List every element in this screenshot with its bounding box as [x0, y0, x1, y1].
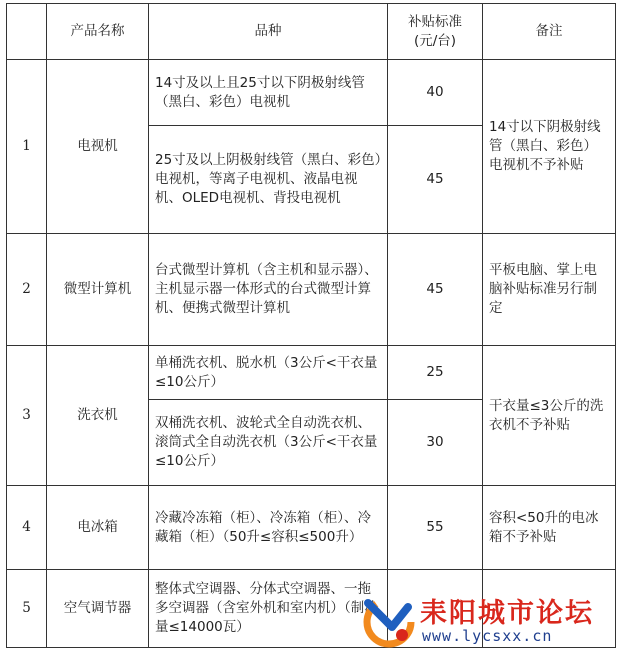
note-cell: 容积<50升的电冰箱不予补贴 — [483, 486, 616, 570]
variety-cell: 单桶洗衣机、脱水机（3公斤<干衣量≤10公斤） — [149, 346, 388, 400]
product-name: 微型计算机 — [47, 234, 149, 346]
variety-cell: 冷藏冷冻箱（柜）、冷冻箱（柜）、冷藏箱（柜）（50升≤容积≤500升） — [149, 486, 388, 570]
product-name: 电视机 — [47, 60, 149, 234]
header-standard-line2: (元/台) — [413, 32, 457, 49]
row-number: 1 — [7, 60, 47, 234]
subsidy-value: 30 — [388, 400, 483, 486]
header-variety: 品种 — [149, 4, 388, 60]
variety-cell: 整体式空调器、分体式空调器、一拖多空调器（含室外机和室内机）（制冷量≤14000瓦） — [149, 570, 388, 648]
product-name: 空气调节器 — [47, 570, 149, 648]
subsidy-standard-table — [6, 3, 616, 648]
note-cell: 14寸以下阴极射线管（黑白、彩色）电视机不予补贴 — [483, 60, 616, 234]
table-header-row — [7, 4, 616, 60]
product-name: 洗衣机 — [47, 346, 149, 486]
variety-cell: 25寸及以上阴极射线管（黑白、彩色）电视机，等离子电视机、液晶电视机、OLED电视机、背投电视机 — [149, 126, 388, 234]
header-subsidy-standard — [388, 4, 483, 60]
table-row — [7, 346, 616, 400]
watermark-url: www.lycsxx.cn — [422, 627, 553, 645]
table-row — [7, 60, 616, 126]
row-number: 4 — [7, 486, 47, 570]
table-row — [7, 234, 616, 346]
variety-cell: 双桶洗衣机、波轮式全自动洗衣机、滚筒式全自动洗衣机（3公斤<干衣量≤10公斤） — [149, 400, 388, 486]
row-number: 3 — [7, 346, 47, 486]
subsidy-value: 40 — [388, 60, 483, 126]
header-number — [7, 4, 47, 60]
row-number: 2 — [7, 234, 47, 346]
header-note: 备注 — [483, 4, 616, 60]
variety-cell: 14寸及以上且25寸以下阴极射线管（黑白、彩色）电视机 — [149, 60, 388, 126]
watermark-title: 耒阳城市论坛 — [420, 598, 594, 629]
note-cell: 干衣量≤3公斤的洗衣机不予补贴 — [483, 346, 616, 486]
forum-logo-icon — [358, 589, 420, 651]
subsidy-value: 45 — [388, 234, 483, 346]
forum-watermark — [358, 587, 608, 653]
variety-cell: 台式微型计算机（含主机和显示器）、主机显示器一体形式的台式微型计算机、便携式微型计算机 — [149, 234, 388, 346]
subsidy-value: 45 — [388, 126, 483, 234]
table-row — [7, 486, 616, 570]
note-cell: 平板电脑、掌上电脑补贴标准另行制定 — [483, 234, 616, 346]
header-product-name: 产品名称 — [47, 4, 149, 60]
header-standard-line1: 补贴标准 — [408, 13, 462, 30]
product-name: 电冰箱 — [47, 486, 149, 570]
subsidy-value: 25 — [388, 346, 483, 400]
row-number: 5 — [7, 570, 47, 648]
subsidy-value: 55 — [388, 486, 483, 570]
